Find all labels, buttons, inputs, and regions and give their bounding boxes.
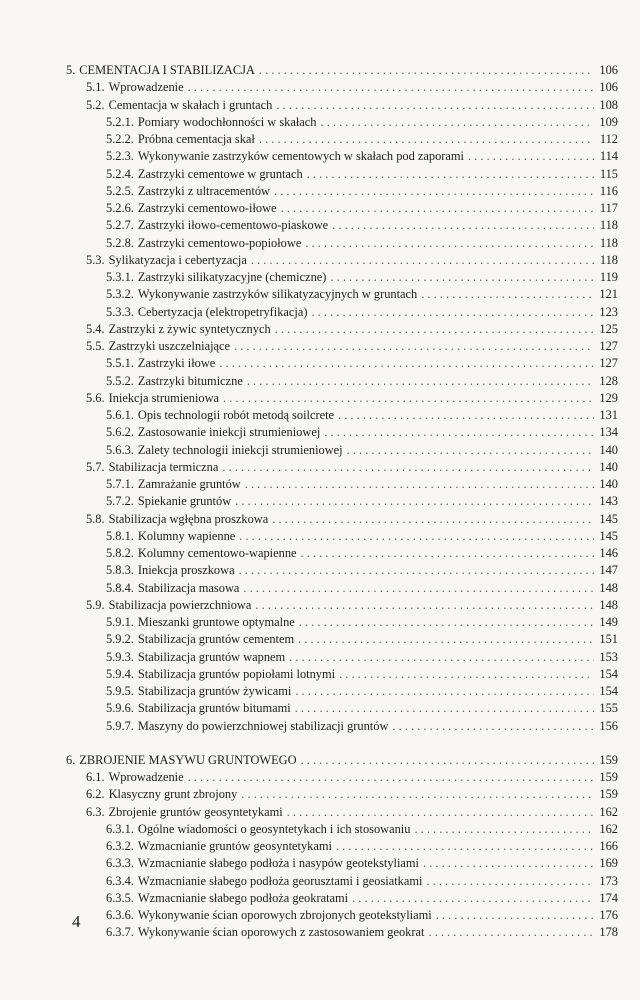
toc-entry-page: 140 <box>599 459 618 474</box>
toc-entry-page: 106 <box>599 63 618 77</box>
toc-entry-number: 5.8.3. <box>106 563 134 578</box>
toc-entry-page: 147 <box>599 563 618 578</box>
toc-entry[interactable] <box>66 476 618 493</box>
toc-entry-title: Zastrzyki cementowe w gruntach <box>137 166 303 181</box>
toc-entry-number: 5.3. <box>86 252 105 267</box>
dot-leader <box>239 528 594 545</box>
dot-leader <box>241 786 594 803</box>
toc-entry-number: 5.9.5. <box>106 684 134 698</box>
toc-entry-page: 114 <box>599 149 618 164</box>
dot-leader <box>223 390 594 407</box>
toc-entry-page: 134 <box>599 425 618 440</box>
dot-leader <box>259 131 594 148</box>
toc-entry-number: 6.3.7. <box>106 925 134 940</box>
toc-entry-title: Wykonywanie ścian oporowych zbrojonych geotekstyliami <box>137 908 432 922</box>
toc-entry-title: Wzmacnianie słabego podłoża georusztami i geosiatkami <box>137 873 423 888</box>
toc-entry[interactable] <box>66 683 618 700</box>
toc-entry[interactable] <box>66 304 618 321</box>
toc-entry-number: 5.3.3. <box>106 304 134 319</box>
dot-leader <box>281 200 594 217</box>
dot-leader <box>188 769 594 786</box>
toc-entry-number: 6.3.5. <box>106 890 134 905</box>
toc-entry-title: Stabilizacja termiczna <box>108 459 219 474</box>
toc-entry-page: 159 <box>599 770 618 784</box>
toc-entry-number: 5.8.2. <box>106 546 134 560</box>
toc-entry-number: 5.2.1. <box>106 114 134 129</box>
toc-entry[interactable] <box>66 321 618 338</box>
toc-entry-title: Zastrzyki bitumiczne <box>137 373 243 388</box>
toc-entry-title: Wprowadzenie <box>108 770 184 784</box>
toc-entry-number: 5.6.3. <box>106 442 134 457</box>
toc-entry-title: Wykonywanie ścian oporowych z zastosowaniem geokrat <box>137 925 425 940</box>
toc-entry[interactable] <box>66 235 618 252</box>
toc-entry-number: 6. <box>66 752 76 767</box>
toc-entry[interactable] <box>66 424 618 441</box>
toc-entry-title: Zastrzyki cementowo-iłowe <box>137 201 277 215</box>
dot-leader <box>235 493 594 510</box>
toc-entry-page: 116 <box>599 183 618 198</box>
dot-leader <box>436 907 594 924</box>
dot-leader <box>347 442 594 459</box>
toc-entry-page: 127 <box>599 339 618 353</box>
toc-entry-title: Kolumny cementowo-wapienne <box>137 546 297 560</box>
toc-entry-title: Maszyny do powierzchniowej stabilizacji gruntów <box>137 718 389 733</box>
dot-leader <box>245 476 594 493</box>
dot-leader <box>321 114 595 131</box>
dot-leader <box>299 614 594 631</box>
toc-entry-title: Wprowadzenie <box>108 80 184 95</box>
toc-entry[interactable] <box>66 148 618 165</box>
dot-leader <box>414 821 594 838</box>
dot-leader <box>392 718 594 735</box>
toc-entry-page: 117 <box>599 201 618 215</box>
toc-entry-page: 159 <box>599 787 618 802</box>
toc-entry[interactable] <box>66 373 618 390</box>
toc-entry-number: 5.7.1. <box>106 477 134 491</box>
toc-entry-title: Wzmacnianie słabego podłoża geokratami <box>137 890 349 905</box>
toc-entry[interactable] <box>66 769 618 786</box>
toc-entry-title: Stabilizacja powierzchniowa <box>108 597 252 612</box>
toc-entry[interactable] <box>66 252 618 269</box>
dot-leader <box>239 562 594 579</box>
toc-entry-title: Sylikatyzacja i cebertyzacja <box>108 252 247 267</box>
toc-entry[interactable] <box>66 666 618 683</box>
toc-entry-title: Cebertyzacja (elektropetryfikacja) <box>137 304 308 319</box>
dot-leader <box>234 338 594 355</box>
toc-entry-page: 145 <box>599 528 618 543</box>
toc-entry-title: Stabilizacja gruntów cementem <box>137 632 295 647</box>
dot-leader <box>332 217 594 234</box>
toc-entry-title: Zastrzyki z żywic syntetycznych <box>108 321 271 336</box>
toc-entry-number: 5.2. <box>86 97 105 112</box>
dot-leader <box>421 286 594 303</box>
toc-entry-number: 5.3.2. <box>106 287 134 302</box>
toc-entry-title: Zastosowanie iniekcji strumieniowej <box>137 425 321 440</box>
toc-entry-page: 128 <box>599 373 618 388</box>
dot-leader <box>305 235 594 252</box>
toc-entry-page: 118 <box>599 252 618 267</box>
toc-entry-page: 148 <box>599 597 618 612</box>
toc-entry-page: 146 <box>599 546 618 560</box>
toc-entry[interactable] <box>66 217 618 234</box>
toc-entry[interactable] <box>66 855 618 872</box>
toc-entry-title: Próbna cementacja skał <box>137 132 255 146</box>
toc-entry-title: Iniekcja strumieniowa <box>108 390 220 405</box>
dot-leader <box>352 890 594 907</box>
toc-entry-title: Stabilizacja gruntów wapnem <box>137 649 286 664</box>
toc-entry-page: 108 <box>599 97 618 112</box>
toc-entry-title: CEMENTACJA I STABILIZACJA <box>79 63 255 77</box>
toc-entry-number: 5.9.2. <box>106 632 134 647</box>
dot-leader <box>272 511 594 528</box>
toc-entry-title: Wzmacnianie słabego podłoża i nasypów geotekstyliami <box>137 856 420 871</box>
toc-entry[interactable] <box>66 269 618 286</box>
toc-entry-number: 5.3.1. <box>106 270 134 284</box>
toc-entry-number: 5.2.5. <box>106 183 134 198</box>
toc-entry-page: 178 <box>599 925 618 940</box>
toc-entry-title: Zastrzyki cementowo-popiołowe <box>137 235 302 250</box>
dot-leader <box>247 373 594 390</box>
toc-entry-page: 121 <box>599 287 618 302</box>
toc-entry[interactable] <box>66 166 618 183</box>
toc-entry[interactable] <box>66 545 618 562</box>
dot-leader <box>428 924 594 941</box>
toc-entry-title: Iniekcja proszkowa <box>137 563 235 578</box>
toc-entry-page: 159 <box>599 752 618 767</box>
dot-leader <box>219 355 594 372</box>
toc-entry-title: Pomiary wodochłonności w skałach <box>137 114 317 129</box>
toc-entry-number: 6.3.1. <box>106 821 134 836</box>
toc-entry-title: Zastrzyki uszczelniające <box>108 339 231 353</box>
toc-entry-title: Zbrojenie gruntów geosyntetykami <box>108 804 283 819</box>
toc-entry-title: Wzmacnianie gruntów geosyntetykami <box>137 839 332 853</box>
dot-leader <box>274 183 594 200</box>
toc-entry-number: 5.9.6. <box>106 701 134 716</box>
toc-entry-number: 5.6.2. <box>106 425 134 440</box>
toc-entry-number: 5.7.2. <box>106 494 134 509</box>
toc-entry-page: 153 <box>599 649 618 664</box>
toc-entry-number: 6.3.3. <box>106 856 134 871</box>
toc-entry[interactable] <box>66 700 618 717</box>
page-number: 4 <box>72 912 81 931</box>
toc-entry-page: 125 <box>599 321 618 336</box>
toc-entry-page: 123 <box>599 304 618 319</box>
toc-entry-number: 5.6. <box>86 390 105 405</box>
dot-leader <box>426 873 594 890</box>
toc-entry-page: 154 <box>599 684 618 698</box>
toc-entry-page: 176 <box>599 908 618 922</box>
toc-entry-number: 5.9.3. <box>106 649 134 664</box>
toc-entry[interactable] <box>66 924 618 941</box>
toc-entry-title: Stabilizacja masowa <box>137 580 240 595</box>
toc-entry-number: 5.8.1. <box>106 528 134 543</box>
toc-entry-page: 173 <box>599 873 618 888</box>
dot-leader <box>298 631 594 648</box>
toc-entry-page: 148 <box>599 580 618 595</box>
toc-entry-number: 5.5.2. <box>106 373 134 388</box>
toc-entry-page: 115 <box>599 166 618 181</box>
toc-entry-title: Zalety technologii iniekcji strumieniowej <box>137 442 343 457</box>
toc-entry-number: 6.3. <box>86 804 105 819</box>
toc-entry[interactable] <box>66 407 618 424</box>
toc-entry[interactable] <box>66 786 618 803</box>
toc-entry[interactable] <box>66 562 618 579</box>
dot-leader <box>423 855 594 872</box>
toc-entry[interactable] <box>66 183 618 200</box>
dot-leader <box>222 459 594 476</box>
toc-entry[interactable] <box>66 442 618 459</box>
toc-entry-page: 155 <box>599 701 618 716</box>
toc-entry-title: Zastrzyki iłowo-cementowo-piaskowe <box>137 218 329 233</box>
toc-entry-title: Stabilizacja wgłębna proszkowa <box>108 511 269 526</box>
dot-leader <box>259 62 594 79</box>
toc-entry[interactable] <box>66 580 618 597</box>
dot-leader <box>339 666 594 683</box>
toc-entry-page: 140 <box>599 442 618 457</box>
toc-entry-page: 143 <box>599 494 618 509</box>
toc-entry-page: 149 <box>599 615 618 629</box>
toc-entry-page: 109 <box>599 114 618 129</box>
toc-entry-number: 5.7. <box>86 459 105 474</box>
toc-entry-number: 5. <box>66 63 76 77</box>
toc-entry-number: 5.5. <box>86 339 105 353</box>
dot-leader <box>289 649 594 666</box>
toc-entry-number: 5.9.1. <box>106 615 134 629</box>
toc-entry-page: 127 <box>599 356 618 371</box>
toc-entry[interactable] <box>66 459 618 476</box>
section-gap <box>66 735 618 752</box>
toc-entry-title: Wykonywanie zastrzyków cementowych w skałach pod zaporami <box>137 149 465 164</box>
toc-entry[interactable] <box>66 528 618 545</box>
toc-entry-title: Zamrażanie gruntów <box>137 477 241 491</box>
dot-leader <box>251 252 594 269</box>
toc-entry[interactable] <box>66 390 618 407</box>
toc-entry-page: 156 <box>599 718 618 733</box>
toc-entry[interactable] <box>66 890 618 907</box>
toc-entry[interactable] <box>66 907 618 924</box>
toc-entry-number: 5.2.7. <box>106 218 134 233</box>
toc-entry-page: 162 <box>599 821 618 836</box>
toc-entry[interactable] <box>66 804 618 821</box>
dot-leader <box>301 752 594 769</box>
toc-entry-page: 162 <box>599 804 618 819</box>
toc-entry-number: 5.2.2. <box>106 132 134 146</box>
toc-entry-number: 5.2.8. <box>106 235 134 250</box>
toc-entry-number: 6.3.2. <box>106 839 134 853</box>
dot-leader <box>336 838 594 855</box>
dot-leader <box>276 97 594 114</box>
dot-leader <box>311 304 594 321</box>
toc-entry-number: 6.3.6. <box>106 908 134 922</box>
toc-entry-title: Stabilizacja gruntów żywicami <box>137 684 292 698</box>
toc-entry-number: 5.2.3. <box>106 149 134 164</box>
toc-entry-number: 5.2.6. <box>106 201 134 215</box>
toc-entry-page: 169 <box>599 856 618 871</box>
toc-entry-number: 5.1. <box>86 80 105 95</box>
toc-chapter-entry[interactable] <box>66 752 618 769</box>
toc-entry[interactable] <box>66 338 618 355</box>
toc-entry-page: 118 <box>599 218 618 233</box>
toc-entry-page: 174 <box>599 890 618 905</box>
toc-entry-page: 166 <box>599 839 618 853</box>
toc-entry[interactable] <box>66 718 618 735</box>
toc-entry[interactable] <box>66 114 618 131</box>
toc-entry[interactable] <box>66 97 618 114</box>
toc-entry[interactable] <box>66 355 618 372</box>
toc-entry[interactable] <box>66 597 618 614</box>
toc-entry[interactable] <box>66 286 618 303</box>
dot-leader <box>188 79 594 96</box>
toc-entry-title: Zastrzyki iłowe <box>137 356 216 371</box>
dot-leader <box>275 321 594 338</box>
toc-entry-page: 119 <box>599 270 618 284</box>
dot-leader <box>295 700 594 717</box>
toc-entry-title: Klasyczny grunt zbrojony <box>108 787 238 802</box>
toc-entry[interactable] <box>66 614 618 631</box>
dot-leader <box>324 424 594 441</box>
toc-entry-page: 118 <box>599 235 618 250</box>
toc-entry[interactable] <box>66 200 618 217</box>
toc-entry-number: 5.9.7. <box>106 718 134 733</box>
toc-entry-title: Ogólne wiadomości o geosyntetykach i ich stosowaniu <box>137 821 411 836</box>
toc-entry-number: 5.5.1. <box>106 356 134 371</box>
toc-entry-number: 6.1. <box>86 770 105 784</box>
toc-entry-number: 6.3.4. <box>106 873 134 888</box>
toc-entry-page: 151 <box>599 632 618 647</box>
toc-entry[interactable] <box>66 79 618 96</box>
table-of-contents <box>66 62 618 942</box>
toc-entry-number: 6.2. <box>86 787 105 802</box>
dot-leader <box>338 407 594 424</box>
toc-entry-page: 112 <box>599 132 618 146</box>
toc-entry-title: Wykonywanie zastrzyków silikatyzacyjnych w gruntach <box>137 287 418 302</box>
toc-entry-title: Kolumny wapienne <box>137 528 236 543</box>
toc-entry[interactable] <box>66 631 618 648</box>
dot-leader <box>307 166 594 183</box>
toc-entry-page: 140 <box>599 477 618 491</box>
toc-entry-title: Mieszanki gruntowe optymalne <box>137 615 295 629</box>
toc-entry-title: Stabilizacja gruntów bitumami <box>137 701 291 716</box>
toc-entry[interactable] <box>66 131 618 148</box>
toc-entry-number: 5.8.4. <box>106 580 134 595</box>
toc-entry-number: 5.8. <box>86 511 105 526</box>
toc-entry-title: Spiekanie gruntów <box>137 494 232 509</box>
toc-entry-title: Zastrzyki z ultracementów <box>137 183 271 198</box>
dot-leader <box>301 545 594 562</box>
toc-entry-number: 5.2.4. <box>106 166 134 181</box>
toc-entry-number: 5.6.1. <box>106 408 134 422</box>
dot-leader <box>243 580 594 597</box>
toc-entry-title: Cementacja w skałach i gruntach <box>108 97 273 112</box>
toc-entry-title: Opis technologii robót metodą soilcrete <box>137 408 335 422</box>
toc-entry-title: Zastrzyki silikatyzacyjne (chemiczne) <box>137 270 327 284</box>
toc-entry[interactable] <box>66 838 618 855</box>
toc-entry-number: 5.4. <box>86 321 105 336</box>
dot-leader <box>295 683 594 700</box>
dot-leader <box>255 597 594 614</box>
toc-entry-page: 131 <box>599 408 618 422</box>
toc-entry-page: 106 <box>599 80 618 95</box>
toc-entry-page: 154 <box>599 666 618 681</box>
toc-entry-title: Stabilizacja gruntów popiołami lotnymi <box>137 666 336 681</box>
toc-entry[interactable] <box>66 821 618 838</box>
toc-entry-number: 5.9.4. <box>106 666 134 681</box>
toc-entry-number: 5.9. <box>86 597 105 612</box>
toc-entry[interactable] <box>66 493 618 510</box>
dot-leader <box>330 269 594 286</box>
toc-chapter-entry[interactable] <box>66 62 618 79</box>
dot-leader <box>468 148 594 165</box>
toc-entry-title: ZBROJENIE MASYWU GRUNTOWEGO <box>79 752 297 767</box>
toc-entry-page: 129 <box>599 390 618 405</box>
toc-entry[interactable] <box>66 511 618 528</box>
toc-entry-page: 145 <box>599 511 618 526</box>
toc-entry[interactable] <box>66 873 618 890</box>
toc-entry[interactable] <box>66 649 618 666</box>
dot-leader <box>287 804 594 821</box>
